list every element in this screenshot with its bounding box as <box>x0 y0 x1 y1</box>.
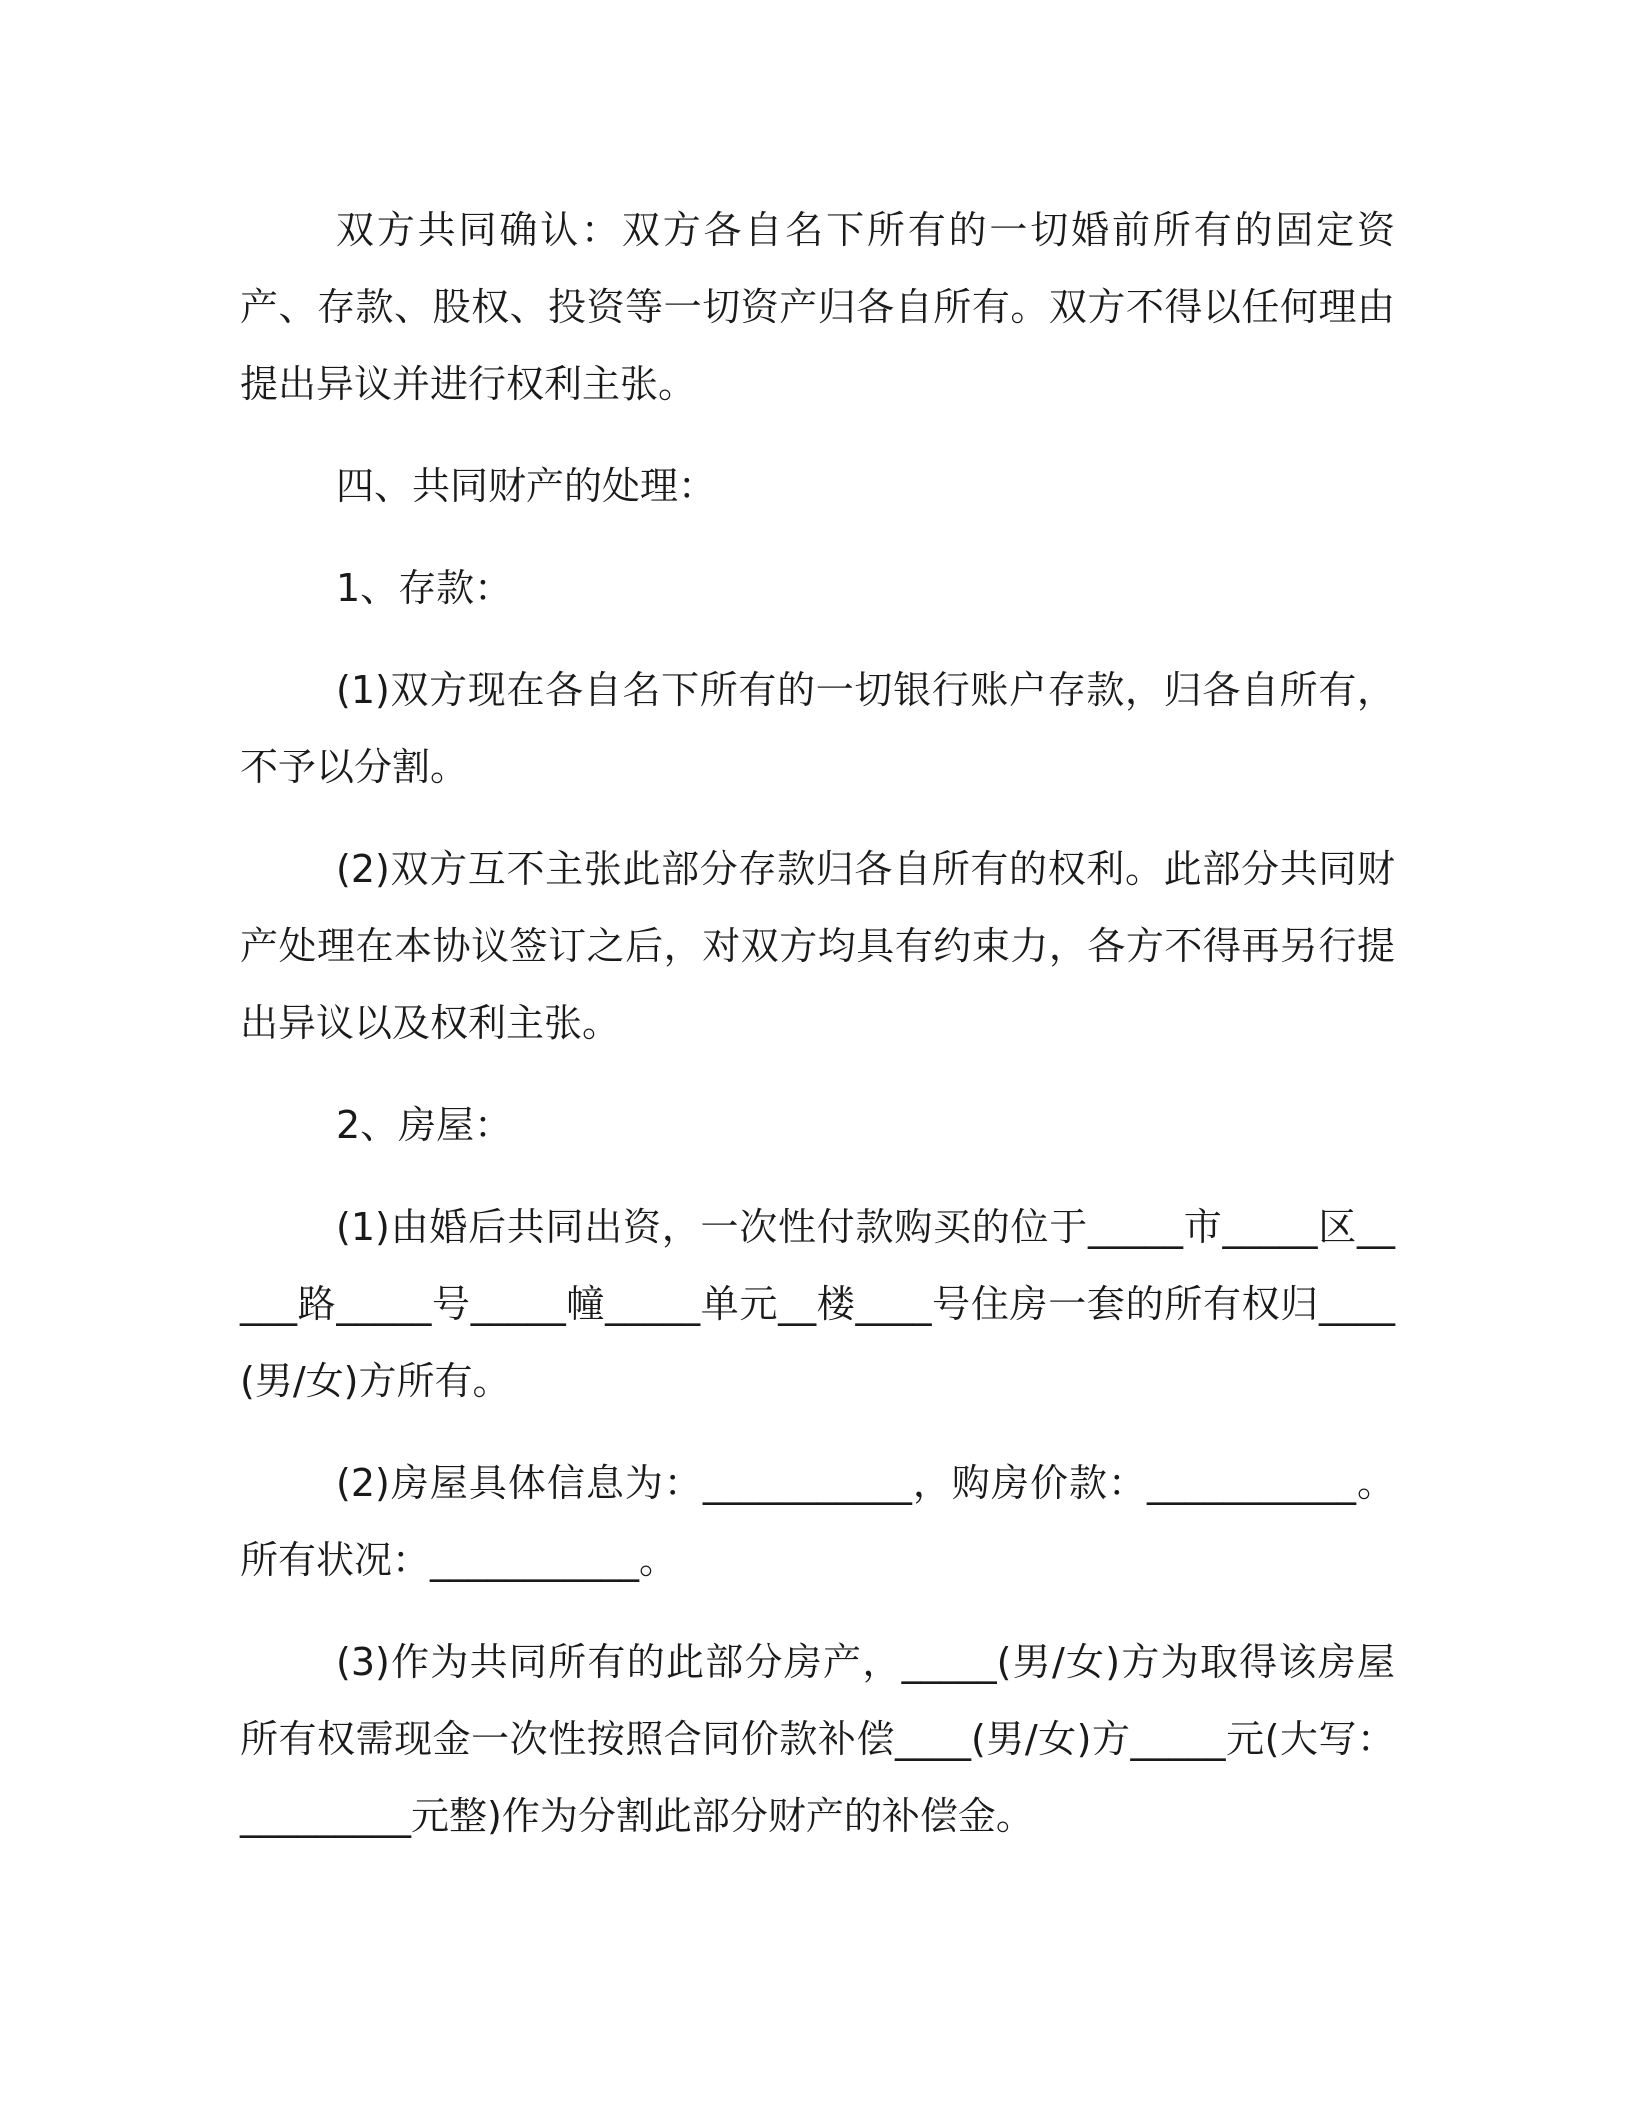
paragraph-deposits-2: (2)双方互不主张此部分存款归各自所有的权利。此部分共同财产处理在本协议签订之后，对双方均具有约束力，各方不得再另行提出异议以及权利主张。 <box>240 847 1395 1045</box>
document-body <box>240 192 1395 1855</box>
paragraph-house-3: (3)作为共同所有的此部分房产，_____(男/女)方为取得该房屋所有权需现金一次性按照合同价款补偿____(男/女)方_____元(大写：_________元整)作为分割此部分财产的补偿金。 <box>240 1640 1395 1838</box>
paragraph-house-2: (2)房屋具体信息为：___________，购房价款：___________。所有状况：___________。 <box>240 1461 1395 1582</box>
paragraph-deposits-1: (1)双方现在各自名下所有的一切银行账户存款，归各自所有，不予以分割。 <box>240 668 1395 789</box>
heading-joint-property: 四、共同财产的处理： <box>336 464 717 508</box>
heading-deposits: 1、存款： <box>336 566 513 610</box>
paragraph-house-1: (1)由婚后共同出资，一次性付款购买的位于_____市_____区_____路_____号_____幢_____单元__楼____号住房一套的所有权归____(男/女)方所有。 <box>240 1205 1395 1403</box>
paragraph-premarital-assets: 双方共同确认：双方各自名下所有的一切婚前所有的固定资产、存款、股权、投资等一切资产归各自所有。双方不得以任何理由提出异议并进行权利主张。 <box>240 208 1395 406</box>
heading-house: 2、房屋： <box>336 1103 513 1147</box>
